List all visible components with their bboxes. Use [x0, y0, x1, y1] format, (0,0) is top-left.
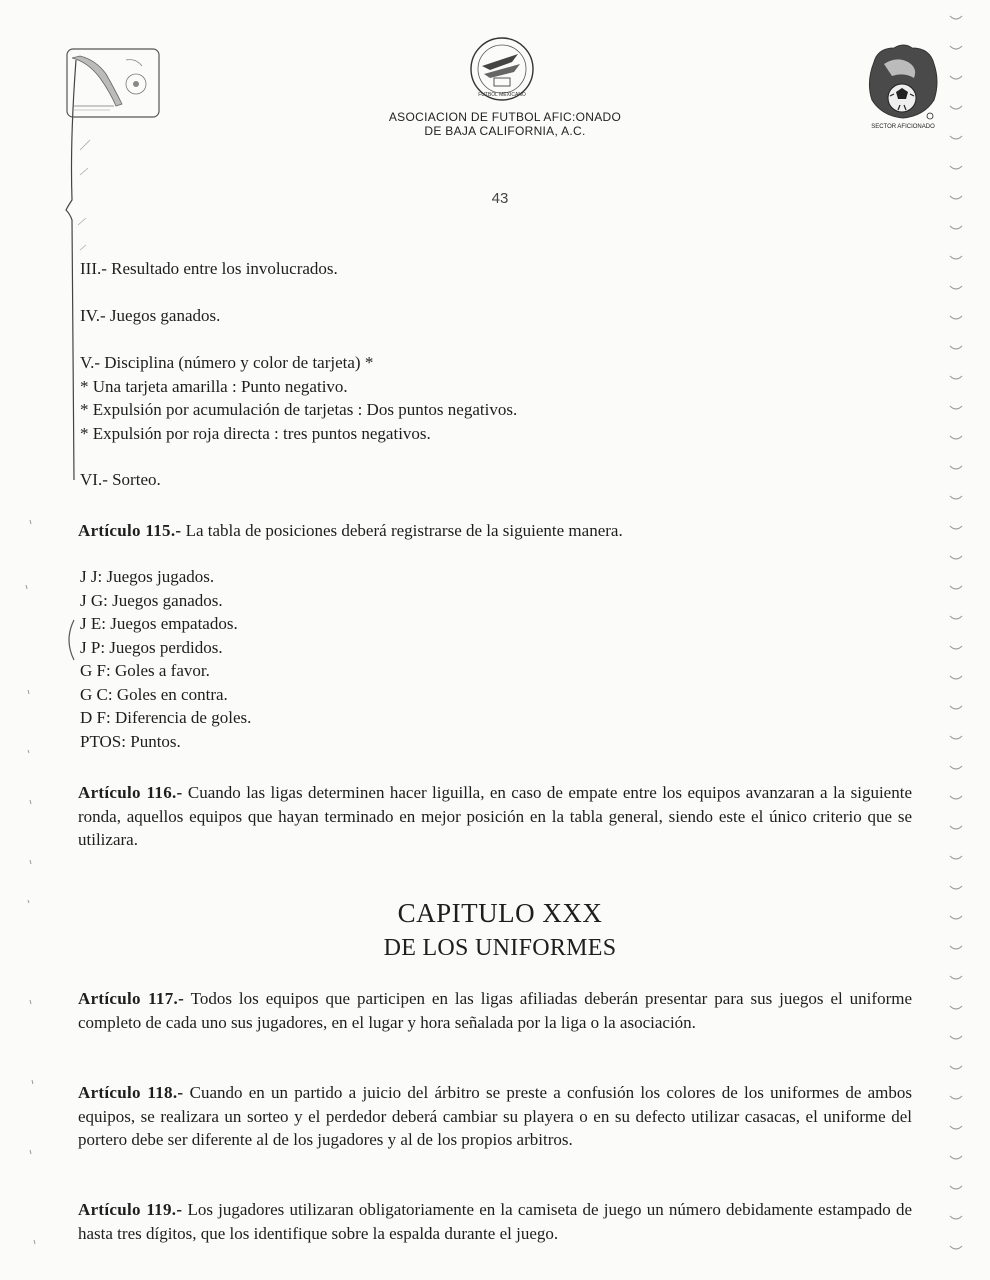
article-116-label: Artículo 116.-: [78, 783, 183, 802]
chapter-title: CAPITULO XXX: [397, 898, 603, 928]
criterion-5: V.- Disciplina (número y color de tarjeta) *: [80, 353, 374, 372]
chapter-subtitle: DE LOS UNIFORMES: [383, 935, 617, 961]
legend-item: J P: Juegos perdidos.: [80, 637, 223, 657]
association-name: [340, 110, 670, 138]
article-115-text: La tabla de posiciones deberá registrarse de la siguiente manera.: [181, 521, 623, 540]
article-117: [78, 987, 912, 1034]
article-116-text: Cuando las ligas determinen hacer liguilla, en caso de empate entre los equipos avanzaran a la siguiente ronda, aquellos equipos que hayan terminado en mejor posición en la tabla general, siendo este el único criterio que se utilizara.: [78, 783, 912, 849]
article-117-text: Todos los equipos que participen en las ligas afiliadas deberán presentar para sus juegos el uniforme completo de cada uno sus jugadores, en el lugar y hora señalada por la liga o la asociación.: [78, 989, 912, 1032]
legend-item: J J: Juegos jugados.: [80, 567, 215, 586]
legend-item: J E: Juegos empatados.: [80, 614, 238, 633]
criterion-5-red: * Expulsión por roja directa : tres puntos negativos.: [80, 423, 431, 443]
article-119-text: Los jugadores utilizaran obligatoriamente en la camiseta de juego un número debidamente estampado de hasta tres dígitos, que los identifique sobre la espalda durante el juego.: [78, 1200, 912, 1243]
article-119: [78, 1198, 912, 1245]
binding-holes: [946, 0, 970, 1280]
criterion-6: VI.- Sorteo.: [80, 470, 161, 489]
legend-item: G F: Goles a favor.: [80, 661, 210, 680]
crest-caption: SECTOR AFICIONADO: [871, 124, 935, 130]
association-line-2: DE BAJA CALIFORNIA, A.C.: [424, 124, 586, 138]
criterion-4: IV.- Juegos ganados.: [80, 306, 221, 325]
criterion-5-accumulation: * Expulsión por acumulación de tarjetas : Dos puntos negativos.: [80, 400, 518, 419]
article-116: [78, 781, 912, 852]
criterion-3: III.- Resultado entre los involucrados.: [80, 259, 338, 278]
futbol-mexicano-logo: [468, 36, 536, 102]
article-115: [78, 519, 912, 543]
legend-item: J G: Juegos ganados.: [80, 590, 223, 610]
article-117-label: Artículo 117.-: [78, 989, 185, 1008]
mexico-federation-crest: [864, 42, 942, 130]
article-118: [78, 1081, 912, 1152]
article-119-label: Artículo 119.-: [78, 1200, 183, 1219]
article-118-label: Artículo 118.-: [78, 1083, 184, 1102]
scan-margin-marks: [0, 0, 90, 1280]
criterion-5-block: [80, 351, 517, 445]
legend-item: G C: Goles en contra.: [80, 684, 228, 704]
article-115-label: Artículo 115.-: [78, 521, 182, 540]
center-logo-text: FUTBOL MEXICANO: [478, 92, 526, 98]
baja-california-map-logo: [66, 48, 160, 118]
legend-item: D F: Diferencia de goles.: [80, 708, 252, 727]
page-number: 43: [491, 190, 509, 207]
association-line-1: ASOCIACION DE FUTBOL AFIC:ONADO: [388, 110, 622, 124]
standings-legend: [80, 565, 251, 753]
legend-item: PTOS: Puntos.: [80, 731, 181, 751]
criterion-5-yellow: * Una tarjeta amarilla : Punto negativo.: [80, 376, 348, 396]
article-118-text: Cuando en un partido a juicio del árbitro se preste a confusión los colores de los uniformes de ambos equipos, se realizara un sorteo y el perdedor deberá cambiar su playera o en su defecto utilizar casacas, el uniforme del portero debe ser diferente al de los jugadores y al de los propios arbitros.: [78, 1083, 912, 1149]
